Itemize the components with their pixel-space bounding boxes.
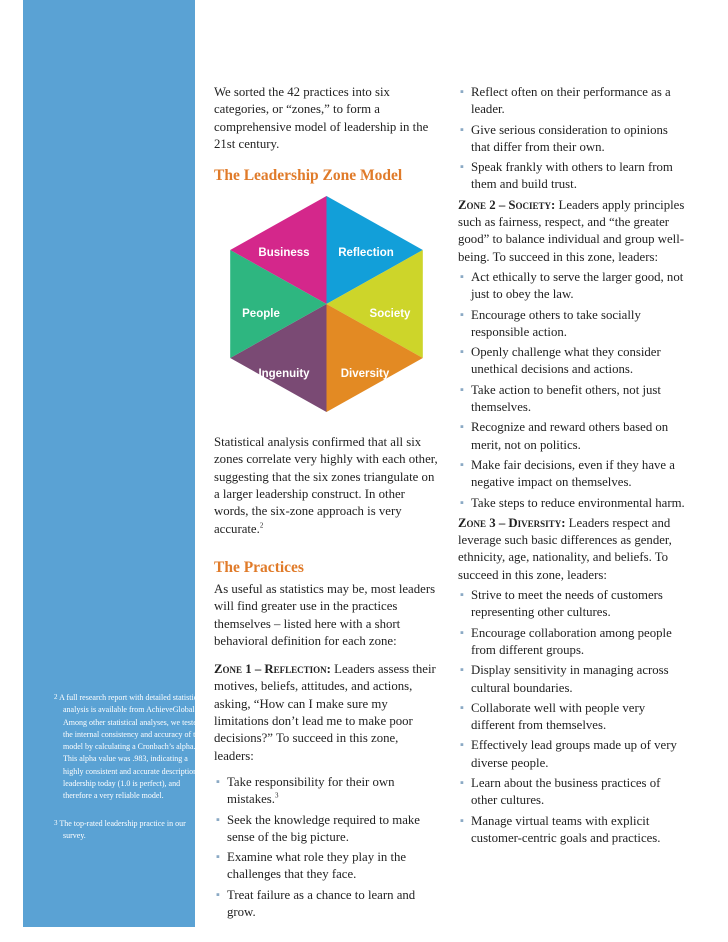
- list-item: ▪ Speak frankly with others to learn from them and build trust.: [460, 160, 673, 192]
- list-item: ▪ Treat failure as a chance to learn and grow.: [216, 887, 416, 920]
- stats-paragraph: Statistical analysis confirmed that all six zones correlate very highly with each other, suggesting that the six zones triangulate on a larger leadership construct. In other words, the six-zone approach is very accurate.$^2$: [214, 435, 438, 536]
- list-item: ▪ Act ethically to serve the larger good, not just to obey the law.: [460, 269, 684, 302]
- label-people: People: [242, 308, 280, 321]
- leadership-zone-diagram: [214, 186, 439, 422]
- list-item: ▪ Take action to benefit others, not just themselves.: [460, 382, 661, 415]
- list-item: ▪ Encourage others to take socially responsible action.: [460, 307, 641, 339]
- zone1-list-a: [214, 774, 439, 921]
- intro-paragraph: We sorted the 42 practices into six categories, or “zones,” to form a comprehensive model of leadership in the 21st century.: [214, 85, 429, 151]
- label-reflection: Reflection: [338, 247, 394, 260]
- label-society: Society: [369, 308, 411, 321]
- list-item: ▪ Display sensitivity in managing across cultural boundaries.: [460, 663, 669, 695]
- zone2-list: [458, 269, 688, 512]
- label-business: Business: [258, 247, 310, 260]
- list-item: ▪ Collaborate well with people very different from themselves.: [460, 700, 646, 733]
- zone3-heading: Zone 3 – Diversity:: [458, 515, 566, 530]
- right-column: [458, 84, 688, 850]
- practices-heading: The Practices: [214, 558, 304, 576]
- list-item: ▪ Reflect often on their performance as a leader.: [460, 85, 671, 117]
- label-diversity: Diversity: [340, 368, 390, 381]
- list-item: ▪ Strive to meet the needs of customers representing other cultures.: [460, 588, 663, 620]
- left-column: [214, 84, 439, 924]
- list-item: ▪ Recognize and reward others based on merit, not on politics.: [460, 420, 669, 452]
- list-item: ▪ Manage virtual teams with explicit customer-centric goals and practices.: [460, 813, 661, 845]
- list-item: ▪ Encourage collaboration among people from different groups.: [460, 625, 672, 657]
- practices-intro: As useful as statistics may be, most leaders will find greater use in the practices themselves – listed here with a short behavioral definition for each zone:: [214, 581, 436, 648]
- model-heading: The Leadership Zone Model: [214, 167, 403, 185]
- footnotes: [54, 691, 206, 856]
- list-item: ▪ Take responsibility for their own mistakes.$^3$: [216, 774, 395, 807]
- zone3-intro: Zone 3 – Diversity: Leaders respect and leverage such basic differences as gender, ethnicity, age, nationality, and beliefs. To succeed in this zone, leaders:: [458, 515, 672, 582]
- list-item: ▪ Learn about the business practices of other cultures.: [460, 775, 661, 808]
- zone2-heading: Zone 2 – Society:: [458, 197, 556, 212]
- zone3-list: [458, 587, 688, 847]
- zone1-heading: Zone 1 – Reflection:: [214, 662, 331, 677]
- label-ingenuity: Ingenuity: [258, 368, 310, 381]
- list-item: ▪ Openly challenge what they consider unethical decisions and actions.: [460, 345, 661, 377]
- hexagon-svg: [214, 186, 439, 422]
- list-item: ▪ Effectively lead groups made up of very diverse people.: [460, 738, 677, 770]
- footnote-2: 2 A full research report with detailed statistical analysis is available from AchieveGlobal. Among other statistical analyses, we tested the internal consistency and accuracy of this model by calculating a Cronbach’s alpha. This alpha value was .983, indicating a highly consistent and accurate description of leadership today (1.0 is perfect), and therefore a very reliable model.: [54, 693, 206, 801]
- list-item: ▪ Take steps to reduce environmental harm.: [460, 495, 685, 510]
- list-item: ▪ Make fair decisions, even if they have a negative impact on themselves.: [460, 457, 675, 490]
- zone2-intro: Zone 2 – Society: Leaders apply principles such as fairness, respect, and “the greater good” to balance individual and group well-being. To succeed in this zone, leaders:: [458, 197, 685, 264]
- footnote-3: 3 The top-rated leadership practice in our survey.: [54, 818, 186, 840]
- list-item: ▪ Give serious consideration to opinions that differ from their own.: [460, 122, 668, 154]
- list-item: ▪ Seek the knowledge required to make sense of the big picture.: [216, 812, 420, 844]
- sidebar-panel: [23, 0, 206, 927]
- zone1-intro: Zone 1 – Reflection: Leaders assess their motives, beliefs, attitudes, and actions, asking, “How can I make sure my limitations don’t lead me to make poor decisions?” To succeed in this zone, leaders:: [214, 662, 436, 763]
- list-item: ▪ Examine what role they play in the challenges that they face.: [216, 850, 407, 882]
- zone1-list-b: [458, 84, 688, 194]
